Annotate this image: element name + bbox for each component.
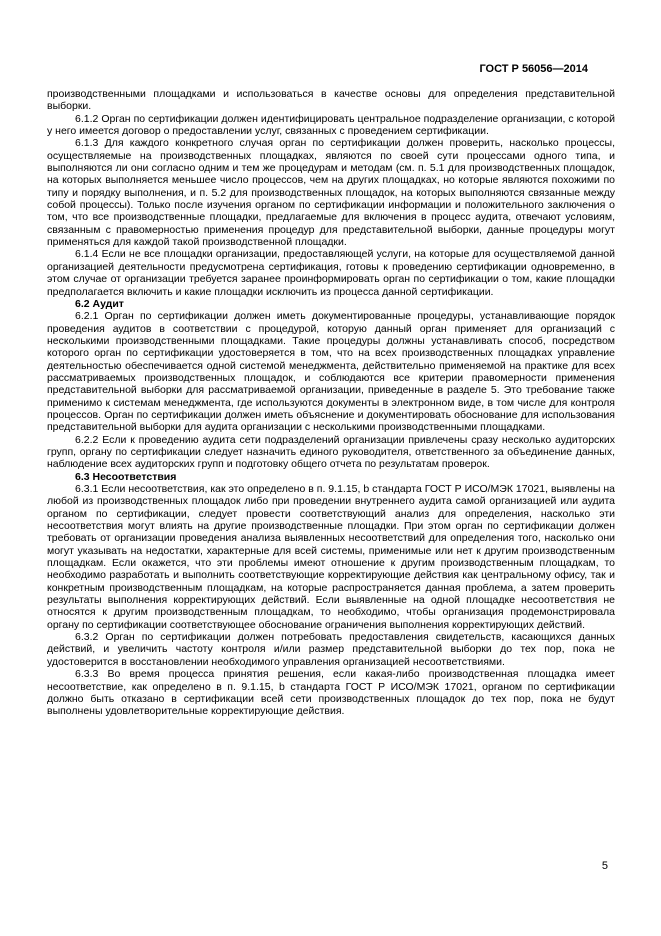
paragraph-6-2-1: 6.2.1 Орган по сертификации должен иметь документированные процедуры, устанавливающие порядок проведения аудитов в соответствии с процедурой, которую данный орган применяет для организаций с несколькими производственными площадками. Такие процедуры должны устанавливать способ, посредством которого орган по сертификации удостоверяется в том, что на всех производственных площадках управление деятельностью обеспечивается одной системой менеджмента, действительно применяемой на практике для всех рассматриваемых производственных площадок, и соблюдаются все критерии правомерности применения представительной выборки для рассматриваемой организации, приведенные в разделе 5. Это требование также применимо к системам менеджмента, где используются документы в электронном виде, в том числе для контроля процессов. Орган по сертификации должен иметь объяснение и документировать обоснование для использования представительной выборки для аудита организации с несколькими производственными площадками. xyxy=(47,310,615,434)
section-heading-6-3: 6.3 Несоответствия xyxy=(75,470,177,483)
section-heading-6-2: 6.2 Аудит xyxy=(75,297,124,310)
document-header: ГОСТ Р 56056—2014 xyxy=(479,63,588,75)
paragraph-continuation: производственными площадками и использоваться в качестве основы для определения представительной выборки. xyxy=(47,88,615,113)
paragraph-6-3-3: 6.3.3 Во время процесса принятия решения, если какая-либо производственная площадка имеет несоответствие, как определено в п. 9.1.15, b стандарта ГОСТ Р ИСО/МЭК 17021, органом по сертификации должно быть отказано в сертификации всей сети производственных площадок до тех пор, пока не будут выполнены удовлетворительные корректирующие действия. xyxy=(47,668,615,718)
paragraph-6-1-2: 6.1.2 Орган по сертификации должен идентифицировать центральное подразделение организации, с которой у него имеется договор о предоставлении услуг, связанных с проведением сертификации. xyxy=(47,112,615,138)
page-number: 5 xyxy=(601,860,608,872)
paragraph-6-3-2: 6.3.2 Орган по сертификации должен потребовать предоставления свидетельств, касающихся данных действий, и увеличить частоту контроля и/или размер представительной выборки до тех пор, пока не удостоверится в восстановлении необходимого управления организацией несоответствиями. xyxy=(47,631,615,668)
paragraph-6-1-3: 6.1.3 Для каждого конкретного случая орган по сертификации должен проверить, насколько процессы, осуществляемые на производственных площадках, являются по своей сути процессами одного типа, и выполняются ли они согласно одним и тем же процедурам и методам (см. п. 5.1 для производственных площадок, на которых выполняется меньшее число процессов, чем на других площадках, но которые являются похожими по типу и порядку выполнения, и п. 5.2 для производственных площадок, на которых выполняются связанные между собой процессы). Только после изучения органом по сертификации информации и положительного заключения о том, что все производственные площадки, предлагаемые для включения в процесс аудита, отвечают условиям, связанным с правомерностью применения процедур для представительной выборки, данные процедуры могут применяться для каждой такой производственной площадки. xyxy=(47,137,615,249)
document-body xyxy=(47,88,615,718)
paragraph-6-3-1: 6.3.1 Если несоответствия, как это определено в п. 9.1.15, b стандарта ГОСТ Р ИСО/МЭК 17021, выявлены на любой из производственных площадок либо при проведении внутреннего аудита самой организацией или аудита органом по сертификации, следует провести соответствующий анализ для определения, насколько эти несоответствия могут влиять на другие производственные площадки. При этом орган по сертификации должен требовать от организации проведения анализа выявленных несоответствий для определения того, насколько они могут указывать на недостатки, характерные для всей системы, применимые или нет к другим производственным площадкам. Если окажется, что эти проблемы имеют отношение к другим производственным площадкам, то необходимо разработать и выполнить соответствующие корректирующие действия как центральному офису, так и конкретным производственным площадкам, на которые распространяется данная проблема, а затем проверить результаты выполнения корректирующих действий. Если выявленные на одной площадке несоответствия не относятся к другим производственным площадкам, то необходимо, чтобы организация продемонстрировала органу по сертификации соответствующее обоснование ограничения выполнения корректирующих действий. xyxy=(47,483,615,631)
paragraph-6-1-4: 6.1.4 Если не все площадки организации, предоставляющей услуги, на которые для осуществляемой данной организацией деятельности предусмотрена сертификация, готовы к проведению сертификации одновременно, в этом случае от организации требуется заранее проинформировать орган по сертификации о том, какие площадки предполагается включить и какие площадки исключить из процесса данной сертификации. xyxy=(47,248,615,298)
paragraph-6-2-2: 6.2.2 Если к проведению аудита сети подразделений организации привлечены сразу несколько аудиторских групп, органу по сертификации следует назначить единого руководителя, ответственного за объединение данных, наблюдение всех аудиторских групп и подготовку общего отчета по результатам проверок. xyxy=(47,433,615,471)
